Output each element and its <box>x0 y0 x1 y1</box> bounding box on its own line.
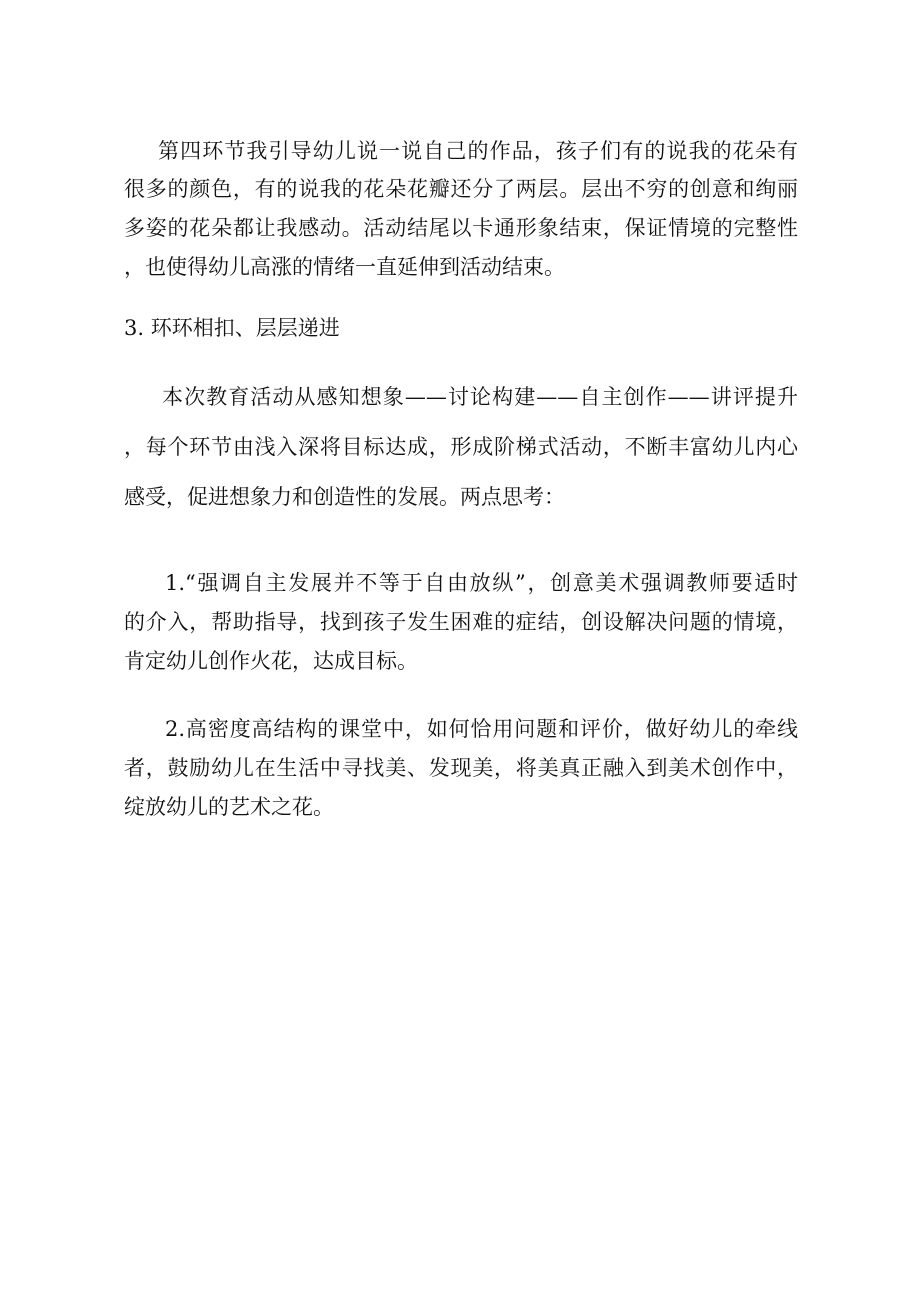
paragraph-line: 感受，促进想象力和创造性的发展。两点思考： <box>124 485 565 509</box>
paragraph-line: 者，鼓励幼儿在生活中寻找美、发现美，将美真正融入到美术创作中， <box>124 756 798 780</box>
paragraph-line: 1.“强调自主发展并不等于自由放纵”，创意美术强调教师要适时 <box>165 571 798 595</box>
paragraph-line: 很多的颜色，有的说我的花朵花瓣还分了两层。层出不穷的创意和绚丽 <box>124 177 798 201</box>
paragraph-line: 2.高密度高结构的课堂中，如何恰用问题和评价，做好幼儿的牵线 <box>165 717 798 741</box>
paragraph-line: 绽放幼儿的艺术之花。 <box>124 795 334 819</box>
paragraph-line: 本次教育活动从感知想象——讨论构建——自主创作——讲评提升 <box>162 385 798 409</box>
paragraph-line: 肯定幼儿创作火花，达成目标。 <box>124 649 418 673</box>
paragraph-line: 第四环节我引导幼儿说一说自己的作品，孩子们有的说我的花朵有 <box>158 139 798 163</box>
section-heading: 3. 环环相扣、层层递进 <box>124 316 340 340</box>
paragraph-line: 的介入，帮助指导，找到孩子发生困难的症结，创设解决问题的情境， <box>124 610 798 634</box>
paragraph-line: ，也使得幼儿高涨的情绪一直延伸到活动结束。 <box>124 255 565 279</box>
paragraph-line: ，每个环节由浅入深将目标达成，形成阶梯式活动，不断丰富幼儿内心 <box>124 435 798 459</box>
paragraph-line: 多姿的花朵都让我感动。活动结尾以卡通形象结束，保证情境的完整性 <box>124 216 798 240</box>
